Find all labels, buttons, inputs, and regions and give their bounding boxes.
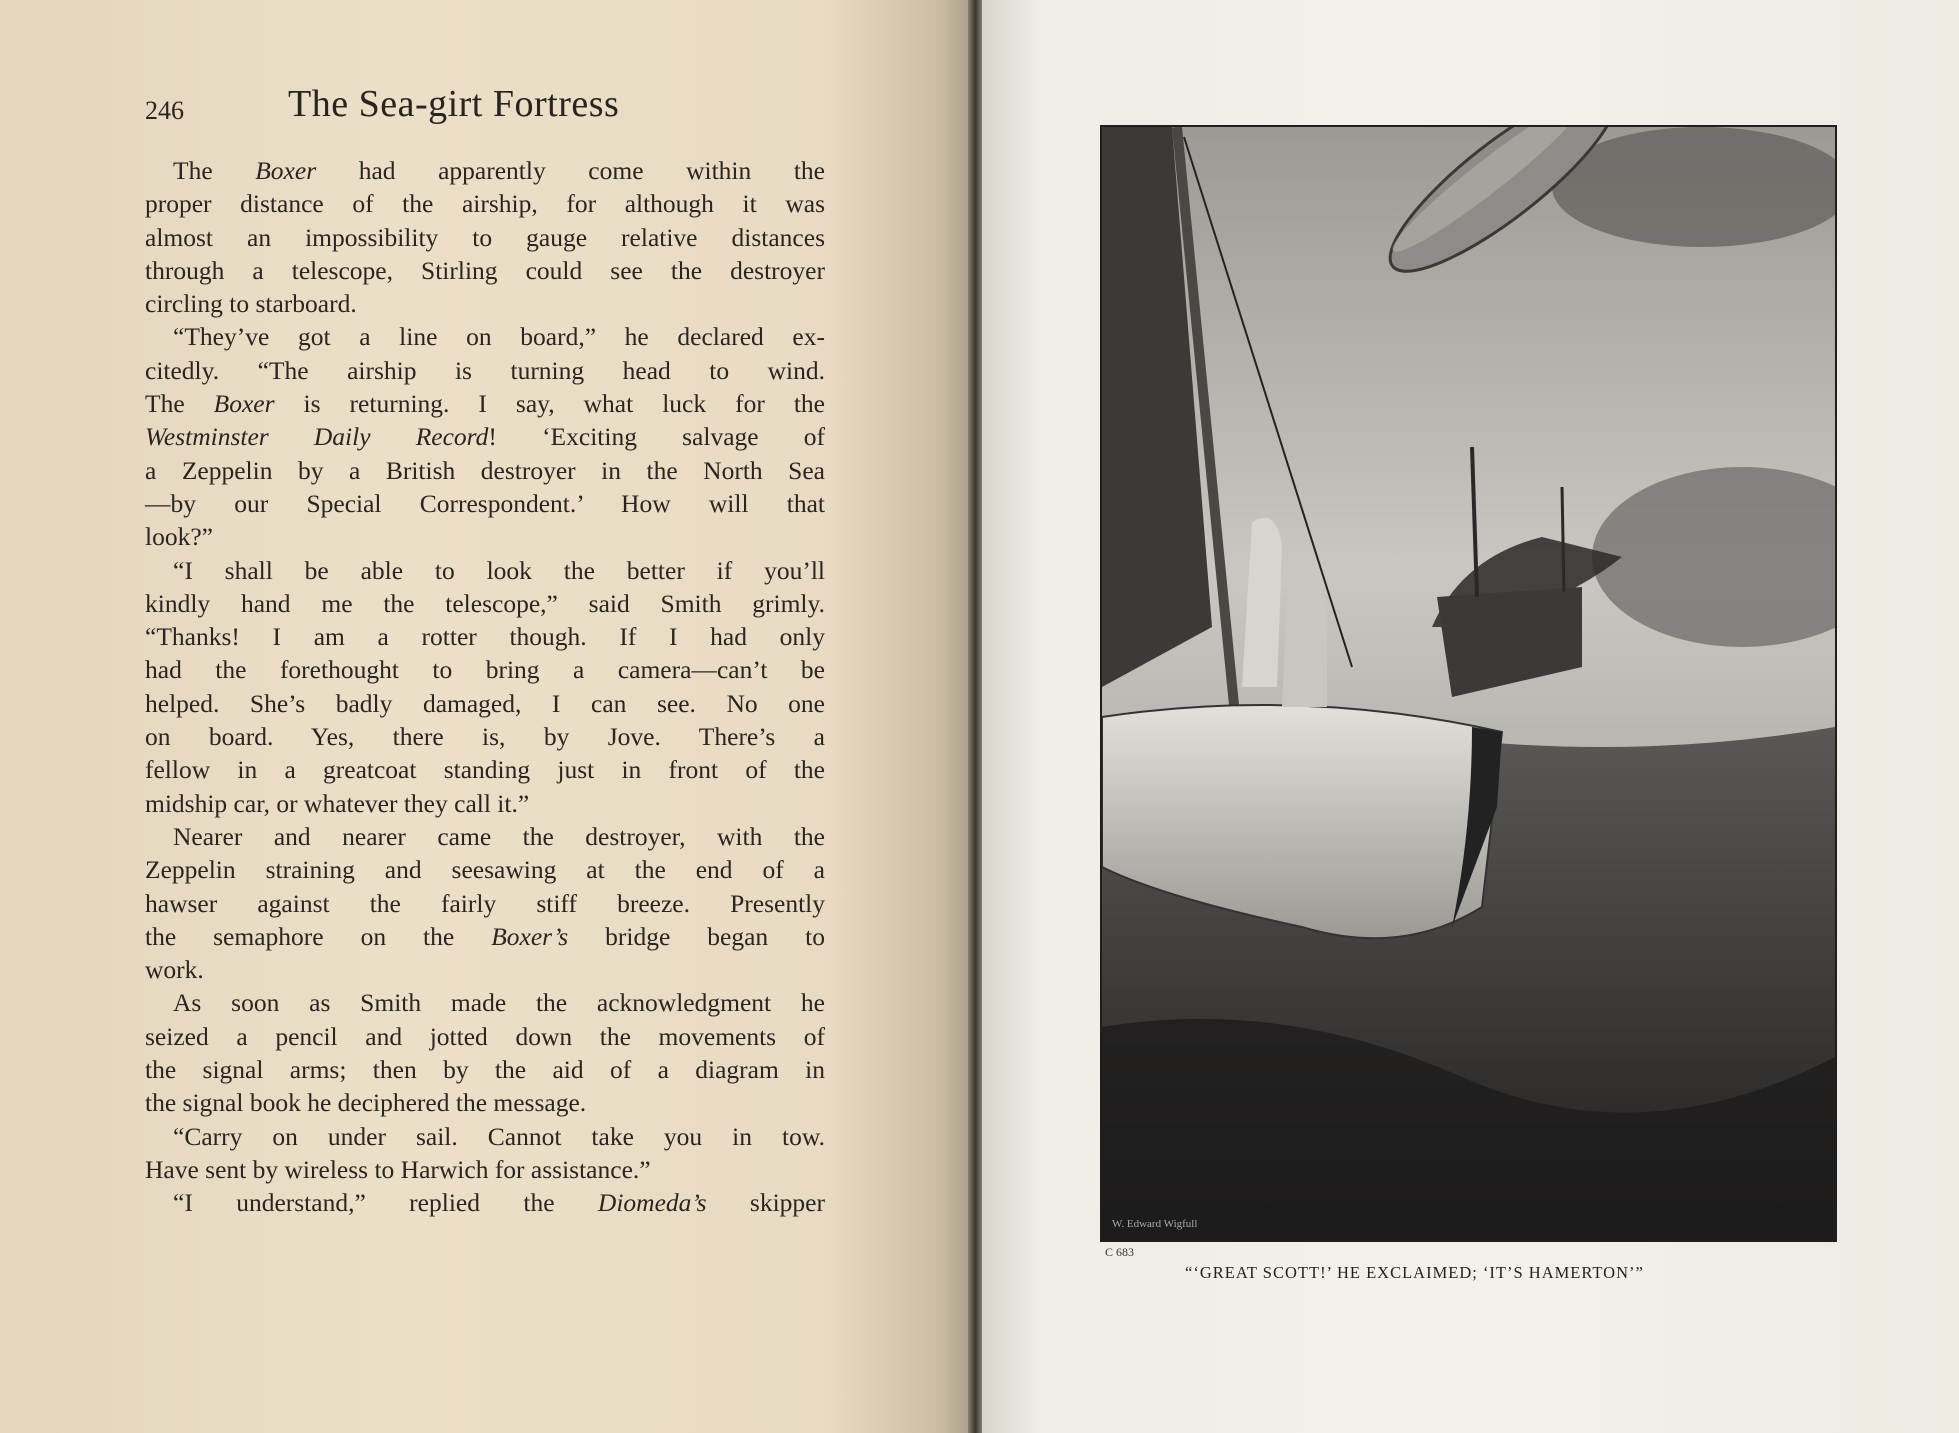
- text-segment: a Zeppelin by a British destroyer in the North Sea: [145, 455, 825, 485]
- text-line: [145, 1120, 825, 1153]
- illustration-plate: [1100, 125, 1837, 1242]
- text-line: [145, 787, 825, 820]
- text-line: [145, 753, 825, 786]
- text-segment: hawser against the fairly stiff breeze. Presently: [145, 888, 825, 918]
- text-line: [145, 387, 825, 420]
- text-segment: is returning. I say, what luck for the: [274, 389, 825, 419]
- text-line: [145, 853, 825, 886]
- text-segment: “I shall be able to look the better if you’ll: [173, 555, 825, 585]
- artist-signature: W. Edward Wigfull: [1112, 1218, 1198, 1230]
- text-segment: Zeppelin straining and seesawing at the end of a: [145, 855, 825, 885]
- page-number: 246: [145, 96, 184, 125]
- text-segment: through a telescope, Stirling could see the destroyer: [145, 255, 825, 285]
- text-line: [145, 1020, 825, 1053]
- text-line: [145, 287, 825, 320]
- text-line: [145, 1086, 825, 1119]
- text-segment: on board. Yes, there is, by Jove. There’s a: [145, 722, 825, 752]
- text-line: [145, 587, 825, 620]
- italic-text: Westminster Daily Record: [145, 422, 489, 452]
- text-line: [145, 354, 825, 387]
- text-line: [145, 520, 825, 553]
- text-line: [145, 554, 825, 587]
- italic-text: Boxer: [213, 389, 275, 419]
- text-segment: “I understand,” replied the: [173, 1188, 598, 1218]
- text-segment: The: [173, 156, 256, 185]
- text-line: [145, 620, 825, 653]
- text-line: [145, 953, 825, 986]
- plate-code: C 683: [1105, 1245, 1135, 1259]
- text-segment: kindly hand me the telescope,” said Smith grimly.: [145, 588, 825, 618]
- italic-text: Boxer’s: [491, 921, 569, 951]
- text-line: [145, 687, 825, 720]
- text-segment: midship car, or whatever they call it.”: [145, 788, 530, 818]
- text-line: [145, 221, 825, 254]
- text-segment: The: [145, 389, 214, 419]
- text-segment: had apparently come within the: [316, 156, 825, 185]
- text-segment: the signal arms; then by the aid of a diagram in: [145, 1055, 825, 1085]
- text-segment: “Thanks! I am a rotter though. If I had only: [145, 622, 825, 652]
- text-segment: seized a pencil and jotted down the movements of: [145, 1021, 825, 1051]
- text-segment: work.: [145, 955, 204, 985]
- text-segment: helped. She’s badly damaged, I can see. No one: [145, 688, 825, 718]
- text-segment: Have sent by wireless to Harwich for assistance.”: [145, 1154, 651, 1184]
- text-line: [145, 820, 825, 853]
- text-segment: had the forethought to bring a camera—can’t be: [145, 655, 825, 685]
- text-segment: Nearer and nearer came the destroyer, with the: [173, 821, 825, 851]
- text-line: [145, 320, 825, 353]
- text-segment: citedly. “The airship is turning head to wind.: [145, 355, 825, 385]
- text-segment: bridge began to: [568, 921, 825, 951]
- italic-text: Diomeda’s: [597, 1188, 707, 1218]
- text-segment: “Carry on under sail. Cannot take you in tow.: [173, 1121, 825, 1151]
- text-segment: the semaphore on the: [145, 921, 492, 951]
- illustration-caption: “‘GREAT SCOTT!’ HE EXCLAIMED; ‘IT’S HAMERTON’”: [1185, 1263, 1644, 1282]
- text-segment: skipper: [706, 1188, 825, 1218]
- text-segment: almost an impossibility to gauge relative distances: [145, 222, 825, 252]
- text-line: [145, 1053, 825, 1086]
- text-line: [145, 187, 825, 220]
- text-line: [145, 653, 825, 686]
- text-segment: circling to starboard.: [145, 289, 357, 319]
- text-line: [145, 1153, 825, 1186]
- text-line: [145, 986, 825, 1019]
- text-segment: —by our Special Correspondent.’ How will that: [145, 488, 825, 518]
- text-line: [145, 487, 825, 520]
- left-page: [0, 0, 975, 1433]
- text-segment: fellow in a greatcoat standing just in front of the: [145, 755, 825, 785]
- italic-text: Boxer: [255, 156, 317, 185]
- text-line: [145, 920, 825, 953]
- text-line: [145, 154, 825, 187]
- text-line: [145, 420, 825, 453]
- text-line: [145, 887, 825, 920]
- text-line: [145, 254, 825, 287]
- text-segment: the signal book he deciphered the message.: [145, 1088, 587, 1118]
- text-line: [145, 454, 825, 487]
- text-segment: proper distance of the airship, for although it was: [145, 189, 825, 219]
- text-segment: ! ‘Exciting salvage of: [488, 422, 825, 452]
- text-line: [145, 1186, 825, 1219]
- text-segment: look?”: [145, 522, 213, 552]
- text-segment: As soon as Smith made the acknowledgment he: [173, 988, 825, 1018]
- text-line: [145, 720, 825, 753]
- body-text: [145, 154, 825, 1220]
- illustration-zeppelin-and-boat: [1102, 127, 1835, 1240]
- text-segment: “They’ve got a line on board,” he declared ex-: [173, 322, 825, 352]
- running-title: The Sea-girt Fortress: [288, 83, 620, 125]
